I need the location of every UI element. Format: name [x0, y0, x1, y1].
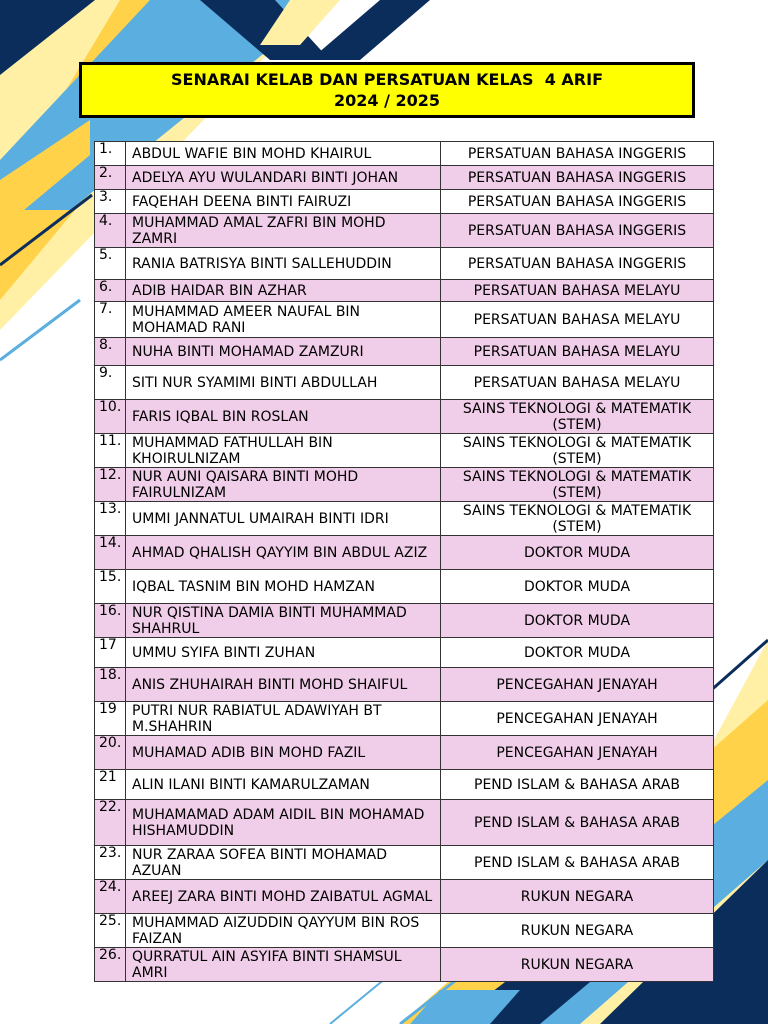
row-number: 9.	[95, 366, 126, 400]
row-number: 12.	[95, 468, 126, 502]
student-name: ADELYA AYU WULANDARI BINTI JOHAN	[126, 166, 441, 190]
student-name: NUR AUNI QAISARA BINTI MOHD FAIRULNIZAM	[126, 468, 441, 502]
row-number: 15.	[95, 570, 126, 604]
club-name: PENCEGAHAN JENAYAH	[441, 736, 714, 770]
student-name: AHMAD QHALISH QAYYIM BIN ABDUL AZIZ	[126, 536, 441, 570]
club-name: DOKTOR MUDA	[441, 604, 714, 638]
row-number: 17	[95, 638, 126, 668]
student-name: IQBAL TASNIM BIN MOHD HAMZAN	[126, 570, 441, 604]
document-title	[79, 62, 695, 118]
table-row	[95, 166, 714, 190]
club-name: PEND ISLAM & BAHASA ARAB	[441, 800, 714, 846]
club-name: PERSATUAN BAHASA MELAYU	[441, 280, 714, 302]
row-number: 20.	[95, 736, 126, 770]
club-name: SAINS TEKNOLOGI & MATEMATIK (STEM)	[441, 400, 714, 434]
student-name: QURRATUL AIN ASYIFA BINTI SHAMSUL AMRI	[126, 948, 441, 982]
row-number: 25.	[95, 914, 126, 948]
student-name: MUHAMAD ADIB BIN MOHD FAZIL	[126, 736, 441, 770]
table-row	[95, 468, 714, 502]
title-line-1: SENARAI KELAB DAN PERSATUAN KELAS 4 ARIF	[170, 70, 603, 89]
club-name: PERSATUAN BAHASA MELAYU	[441, 338, 714, 366]
row-number: 21	[95, 770, 126, 800]
student-name: ALIN ILANI BINTI KAMARULZAMAN	[126, 770, 441, 800]
club-name: PERSATUAN BAHASA MELAYU	[441, 302, 714, 338]
club-name: PERSATUAN BAHASA INGGERIS	[441, 248, 714, 280]
student-name: MUHAMMAD AIZUDDIN QAYYUM BIN ROS FAIZAN	[126, 914, 441, 948]
table-row	[95, 570, 714, 604]
table-row	[95, 190, 714, 214]
row-number: 26.	[95, 948, 126, 982]
club-name: PERSATUAN BAHASA INGGERIS	[441, 190, 714, 214]
row-number: 13.	[95, 502, 126, 536]
table-row	[95, 736, 714, 770]
table-row	[95, 604, 714, 638]
club-name: SAINS TEKNOLOGI & MATEMATIK (STEM)	[441, 468, 714, 502]
table-row	[95, 880, 714, 914]
table-row	[95, 302, 714, 338]
table-row	[95, 366, 714, 400]
club-name: DOKTOR MUDA	[441, 638, 714, 668]
club-name: DOKTOR MUDA	[441, 570, 714, 604]
row-number: 1.	[95, 142, 126, 166]
table-row	[95, 948, 714, 982]
student-name: UMMU SYIFA BINTI ZUHAN	[126, 638, 441, 668]
club-name: PENCEGAHAN JENAYAH	[441, 702, 714, 736]
student-name: ABDUL WAFIE BIN MOHD KHAIRUL	[126, 142, 441, 166]
table-row	[95, 800, 714, 846]
title-line-2: 2024 / 2025	[333, 91, 441, 110]
club-name: PERSATUAN BAHASA INGGERIS	[441, 142, 714, 166]
table-row	[95, 338, 714, 366]
club-name: PERSATUAN BAHASA MELAYU	[441, 366, 714, 400]
table-row	[95, 280, 714, 302]
club-name: SAINS TEKNOLOGI & MATEMATIK (STEM)	[441, 434, 714, 468]
club-name: PEND ISLAM & BAHASA ARAB	[441, 770, 714, 800]
student-name: ANIS ZHUHAIRAH BINTI MOHD SHAIFUL	[126, 668, 441, 702]
student-name: MUHAMMAD FATHULLAH BIN KHOIRULNIZAM	[126, 434, 441, 468]
club-name: RUKUN NEGARA	[441, 948, 714, 982]
row-number: 16.	[95, 604, 126, 638]
table-row	[95, 702, 714, 736]
student-name: ADIB HAIDAR BIN AZHAR	[126, 280, 441, 302]
club-name: RUKUN NEGARA	[441, 880, 714, 914]
table-row	[95, 668, 714, 702]
table-row	[95, 914, 714, 948]
row-number: 11.	[95, 434, 126, 468]
row-number: 18.	[95, 668, 126, 702]
table-row	[95, 536, 714, 570]
student-name: FAQEHAH DEENA BINTI FAIRUZI	[126, 190, 441, 214]
row-number: 8.	[95, 338, 126, 366]
table-row	[95, 846, 714, 880]
table-row	[95, 434, 714, 468]
student-name: MUHAMMAD AMAL ZAFRI BIN MOHD ZAMRI	[126, 214, 441, 248]
row-number: 14.	[95, 536, 126, 570]
club-name: PEND ISLAM & BAHASA ARAB	[441, 846, 714, 880]
student-name: MUHAMMAD AMEER NAUFAL BIN MOHAMAD RANI	[126, 302, 441, 338]
table-row	[95, 248, 714, 280]
student-name: RANIA BATRISYA BINTI SALLEHUDDIN	[126, 248, 441, 280]
student-name: FARIS IQBAL BIN ROSLAN	[126, 400, 441, 434]
roster-body	[95, 142, 714, 982]
club-name: PERSATUAN BAHASA INGGERIS	[441, 214, 714, 248]
row-number: 22.	[95, 800, 126, 846]
club-name: PERSATUAN BAHASA INGGERIS	[441, 166, 714, 190]
row-number: 10.	[95, 400, 126, 434]
student-name: NUHA BINTI MOHAMAD ZAMZURI	[126, 338, 441, 366]
table-row	[95, 502, 714, 536]
student-name: NUR ZARAA SOFEA BINTI MOHAMAD AZUAN	[126, 846, 441, 880]
row-number: 6.	[95, 280, 126, 302]
student-name: NUR QISTINA DAMIA BINTI MUHAMMAD SHAHRUL	[126, 604, 441, 638]
table-row	[95, 214, 714, 248]
club-name: PENCEGAHAN JENAYAH	[441, 668, 714, 702]
row-number: 24.	[95, 880, 126, 914]
row-number: 19	[95, 702, 126, 736]
student-name: SITI NUR SYAMIMI BINTI ABDULLAH	[126, 366, 441, 400]
row-number: 2.	[95, 166, 126, 190]
student-name: AREEJ ZARA BINTI MOHD ZAIBATUL AGMAL	[126, 880, 441, 914]
club-name: RUKUN NEGARA	[441, 914, 714, 948]
table-row	[95, 142, 714, 166]
row-number: 7.	[95, 302, 126, 338]
row-number: 3.	[95, 190, 126, 214]
club-name: DOKTOR MUDA	[441, 536, 714, 570]
table-row	[95, 770, 714, 800]
table-row	[95, 400, 714, 434]
student-name: PUTRI NUR RABIATUL ADAWIYAH BT M.SHAHRIN	[126, 702, 441, 736]
student-name: UMMI JANNATUL UMAIRAH BINTI IDRI	[126, 502, 441, 536]
row-number: 5.	[95, 248, 126, 280]
club-name: SAINS TEKNOLOGI & MATEMATIK (STEM)	[441, 502, 714, 536]
row-number: 23.	[95, 846, 126, 880]
row-number: 4.	[95, 214, 126, 248]
club-roster-table	[94, 141, 714, 982]
table-row	[95, 638, 714, 668]
student-name: MUHAMAMAD ADAM AIDIL BIN MOHAMAD HISHAMUDDIN	[126, 800, 441, 846]
